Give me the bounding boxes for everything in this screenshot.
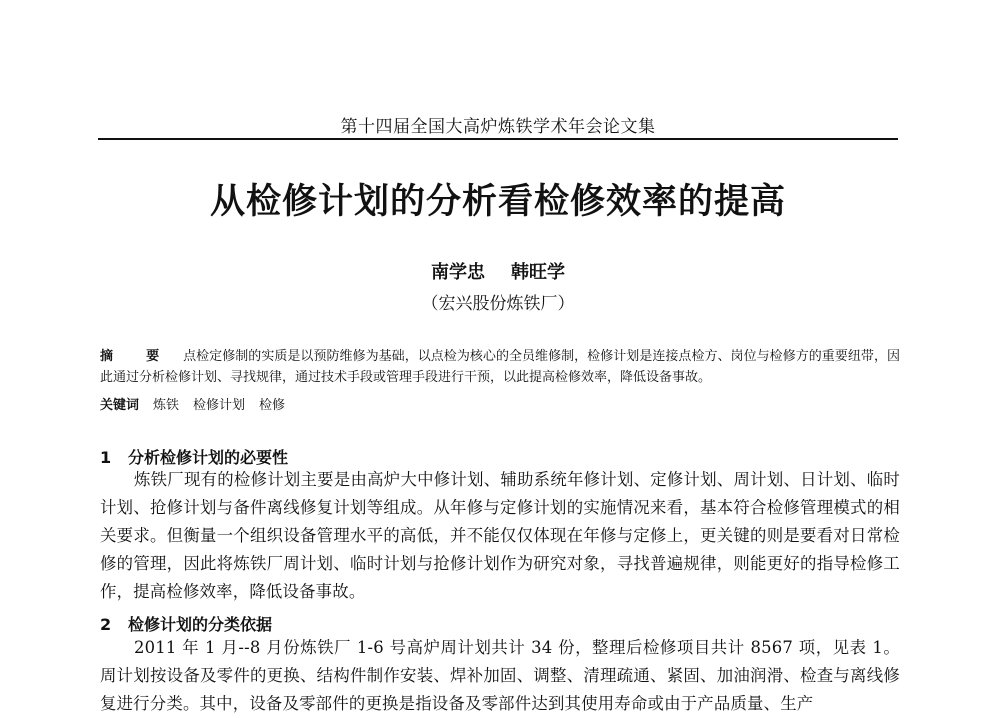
running-header: 第十四届全国大高炉炼铁学术年会论文集 — [340, 117, 656, 137]
paper-title: 从检修计划的分析看检修效率的提高 — [209, 182, 786, 222]
authors — [98, 258, 898, 284]
keyword: 炼铁 — [153, 398, 180, 413]
section-heading — [100, 445, 288, 468]
author-name: 南学忠 — [431, 262, 485, 283]
abstract — [100, 346, 900, 388]
section-heading — [100, 612, 272, 635]
section-title: 检修计划的分类依据 — [128, 615, 273, 634]
body-paragraph: 2011 年 1 月--8 月份炼铁厂 1-6 号高炉周计划共计 34 份，整理后检修项目共计 8567 项，见表 1。周计划按设备及零件的更换、结构件制作安装、焊补加固、调整、清理疏通、紧固、加油润滑、检查与离线修复进行分类。其中，设备及零部件的更换是指设备及零部件达到其使用寿命或由于产品质量、生产 — [100, 638, 900, 713]
keywords — [100, 395, 900, 416]
header-rule — [98, 138, 898, 140]
affiliation: （宏兴股份炼铁厂） — [421, 294, 575, 314]
body-paragraph: 炼铁厂现有的检修计划主要是由高炉大中修计划、辅助系统年修计划、定修计划、周计划、日计划、临时计划、抢修计划与备件离线修复计划等组成。从年修与定修计划的实施情况来看，基本符合检修管理模式的相关要求。但衡量一个组织设备管理水平的高低，并不能仅仅体现在年修与定修上，更关键的则是要看对日常检修的管理，因此将炼铁厂周计划、临时计划与抢修计划作为研究对象，寻找普遍规律，则能更好的指导检修工作，提高检修效率，降低设备事故。 — [100, 470, 900, 601]
keywords-label: 关键词 — [100, 398, 140, 413]
section-title: 分析检修计划的必要性 — [128, 448, 289, 467]
keyword: 检修 — [259, 398, 286, 413]
section-number: 2 — [100, 615, 112, 634]
author-name: 韩旺学 — [511, 262, 565, 283]
keyword: 检修计划 — [193, 398, 246, 413]
abstract-text: 点检定修制的实质是以预防维修为基础，以点检为核心的全员维修制，检修计划是连接点检方、岗位与检修方的重要纽带，因此通过分析检修计划、寻找规律，通过技术手段或管理手段进行干预，以此提高检修效率，降低设备事故。 — [100, 349, 900, 385]
section-number: 1 — [100, 448, 112, 467]
abstract-label: 摘 要 — [100, 349, 170, 364]
